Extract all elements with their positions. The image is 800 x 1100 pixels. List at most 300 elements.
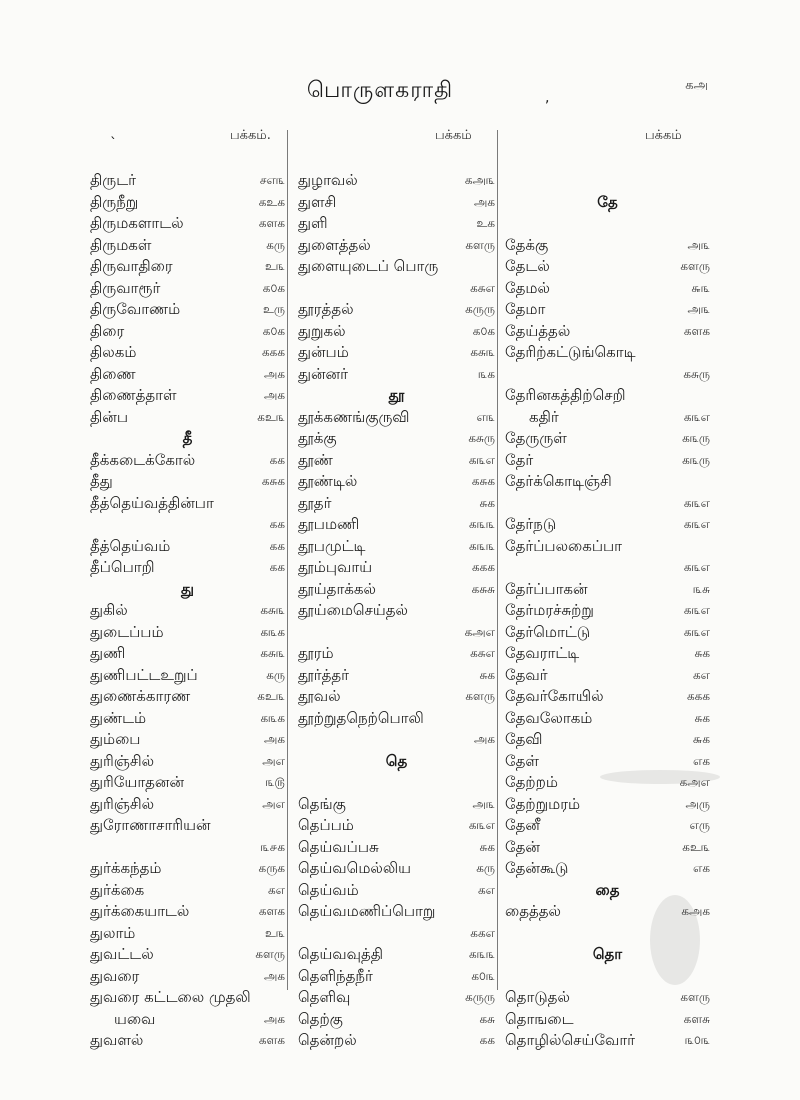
index-entry bbox=[298, 493, 495, 515]
entry-page-number: க௩ரு bbox=[682, 431, 710, 445]
entry-word: தேற்றுமரம் bbox=[505, 794, 581, 813]
entry-page-number: கஉ௩ bbox=[682, 839, 710, 854]
entry-word: தெளிவு bbox=[298, 988, 351, 1006]
entry-word: துண்டம் bbox=[90, 708, 147, 727]
index-entry bbox=[505, 708, 710, 730]
index-entry bbox=[90, 794, 285, 816]
entry-word: துடைப்பம் bbox=[90, 622, 164, 641]
entry-word: தேற்றம் bbox=[505, 773, 558, 791]
entry-word: தூண்டில் bbox=[298, 472, 358, 490]
index-entry bbox=[90, 1030, 285, 1052]
entry-page-number: களரு bbox=[680, 990, 710, 1004]
entry-word: தேன் bbox=[505, 837, 540, 856]
index-entry bbox=[90, 321, 285, 343]
entry-column-1 bbox=[90, 170, 285, 1052]
index-entry bbox=[505, 235, 710, 257]
entry-page-number: உக bbox=[476, 216, 495, 230]
index-entry bbox=[90, 944, 285, 966]
entry-page-number: ககக bbox=[261, 345, 285, 359]
index-entry bbox=[505, 1009, 710, 1031]
entry-page-number: க௩எ bbox=[683, 409, 710, 424]
entry-page-number: கக bbox=[269, 560, 285, 574]
entry-word: தேர்மொட்டு bbox=[505, 622, 591, 641]
section-letter-heading bbox=[505, 944, 710, 966]
entry-word: தீப்பொறி bbox=[90, 558, 155, 576]
entry-word: திருவோணம் bbox=[90, 300, 181, 318]
entry-word: தேர் bbox=[505, 450, 534, 469]
index-entry bbox=[90, 213, 285, 235]
entry-page-number: சஎ௩ bbox=[259, 173, 285, 187]
entry-word: தொஙடை bbox=[505, 1009, 574, 1028]
entry-word: யவை bbox=[114, 1009, 156, 1028]
entry-word: துணி bbox=[90, 644, 126, 662]
index-entry bbox=[505, 643, 710, 665]
entry-word: தேனீ bbox=[505, 816, 540, 834]
index-entry bbox=[505, 579, 710, 601]
column-3-page-label: பக்கம் bbox=[645, 128, 682, 143]
entry-word: துளைத்தல் bbox=[298, 235, 371, 254]
index-entry bbox=[298, 772, 495, 794]
entry-page-number: க௩எ bbox=[468, 452, 495, 467]
entry-word: துரியோதனன் bbox=[90, 773, 185, 791]
index-entry bbox=[505, 686, 710, 708]
entry-page-number: களக bbox=[683, 323, 710, 338]
entry-page-number: க௦௩ bbox=[471, 968, 495, 983]
index-entry bbox=[505, 321, 710, 343]
index-entry bbox=[505, 170, 710, 192]
index-entry bbox=[298, 944, 495, 966]
entry-word: தூர்த்தர் bbox=[298, 665, 350, 684]
index-entry bbox=[90, 708, 285, 730]
index-entry bbox=[505, 428, 710, 450]
entry-page-number: கசுஎ bbox=[470, 646, 495, 660]
entry-page-number: கஉக bbox=[258, 194, 285, 209]
entry-word: தீக்கடைக்கோல் bbox=[90, 450, 196, 469]
ink-mark: , bbox=[545, 90, 550, 106]
entry-word: தேர்க்கொடிஞ்சி bbox=[505, 472, 612, 490]
index-entry bbox=[505, 751, 710, 773]
entry-page-number: எரு bbox=[689, 818, 710, 832]
section-letter-heading bbox=[505, 880, 710, 902]
entry-word: தேர்நடு bbox=[505, 515, 557, 533]
index-entry bbox=[505, 966, 710, 988]
entry-page-number: க௩எ bbox=[683, 603, 710, 617]
entry-page-number: உரு bbox=[262, 302, 285, 316]
index-entry bbox=[298, 729, 495, 751]
index-entry bbox=[90, 643, 285, 665]
entry-page-number: களசு bbox=[683, 1011, 710, 1026]
entry-page-number: அக bbox=[473, 194, 495, 209]
index-entry bbox=[90, 278, 285, 300]
entry-word: தூவல் bbox=[298, 687, 341, 705]
entry-page-number: ககக bbox=[471, 560, 495, 574]
entry-page-number: கஎ bbox=[692, 667, 710, 682]
entry-word: துவட்டல் bbox=[90, 945, 154, 963]
entry-page-number: சுக bbox=[479, 667, 495, 682]
entry-page-number: அக bbox=[263, 388, 285, 402]
entry-page-number: கசு௩ bbox=[260, 646, 285, 660]
entry-word: துளசி bbox=[298, 192, 337, 211]
index-entry bbox=[505, 407, 710, 429]
entry-page-number: கக bbox=[269, 517, 285, 531]
entry-page-number: உ௩ bbox=[264, 925, 285, 940]
entry-page-number: சுக bbox=[694, 646, 710, 660]
entry-word: திருவாதிரை bbox=[90, 257, 173, 275]
entry-word: தெளிந்தநீர் bbox=[298, 966, 373, 985]
page-marker: கஅ bbox=[685, 78, 708, 93]
entry-word: தின்ப bbox=[90, 407, 128, 426]
entry-page-number: கசுஎ bbox=[470, 280, 495, 295]
entry-word: துரிஞ்சில் bbox=[90, 751, 155, 770]
entry-page-number: கருரு bbox=[465, 990, 495, 1004]
entry-word: தேக்கு bbox=[505, 235, 549, 254]
index-entry bbox=[505, 794, 710, 816]
entry-word: தென்றல் bbox=[298, 1031, 357, 1049]
entry-page-number: சுக bbox=[479, 839, 495, 854]
entry-page-number: கக bbox=[269, 452, 285, 467]
index-entry bbox=[90, 493, 285, 515]
index-entry bbox=[298, 1030, 495, 1052]
index-entry bbox=[90, 235, 285, 257]
entry-word: துணிபட்டஉறுப் bbox=[90, 665, 198, 684]
entry-column-2 bbox=[298, 170, 495, 1052]
entry-word: தூபமுட்டி bbox=[298, 536, 366, 555]
entry-word: துழாவல் bbox=[298, 171, 358, 189]
section-letter: தீ bbox=[182, 429, 193, 447]
entry-word: துர்க்கந்தம் bbox=[90, 859, 162, 877]
index-entry bbox=[298, 170, 495, 192]
entry-page-number: அரு bbox=[685, 796, 710, 811]
index-entry bbox=[298, 471, 495, 493]
entry-page-number: கசுக bbox=[471, 474, 495, 488]
index-entry bbox=[298, 600, 495, 622]
entry-page-number: க௩எ bbox=[683, 624, 710, 639]
entry-word: தூபமணி bbox=[298, 515, 360, 533]
entry-word: தீத்தெய்வத்தின்பா bbox=[90, 493, 214, 512]
entry-page-number: அ௩ bbox=[687, 302, 710, 316]
entry-word: திணைத்தாள் bbox=[90, 386, 177, 404]
index-entry bbox=[505, 923, 710, 945]
entry-page-number: கஉ௩ bbox=[257, 409, 285, 424]
entry-page-number: கருக bbox=[258, 861, 285, 875]
index-entry bbox=[298, 643, 495, 665]
index-entry bbox=[298, 536, 495, 558]
index-entry bbox=[298, 794, 495, 816]
entry-word: துவரை கட்டலை முதலி bbox=[90, 988, 251, 1006]
entry-page-number: ௩௫ bbox=[265, 775, 285, 789]
index-entry bbox=[505, 858, 710, 880]
index-entry bbox=[298, 837, 495, 859]
entry-page-number: க௩௩ bbox=[469, 538, 495, 553]
entry-word: திருடர் bbox=[90, 171, 136, 189]
section-letter-heading bbox=[505, 192, 710, 214]
entry-page-number: ககக bbox=[686, 689, 710, 703]
entry-word: துளையுடைப் பொரு bbox=[298, 257, 439, 275]
index-entry bbox=[298, 880, 495, 902]
entry-word: தேரிற்கட்டுங்கொடி bbox=[505, 343, 636, 361]
entry-page-number: க௩௩ bbox=[469, 947, 495, 961]
index-entry bbox=[298, 342, 495, 364]
index-entry bbox=[90, 557, 285, 579]
index-entry bbox=[90, 880, 285, 902]
entry-word: துர்க்கை bbox=[90, 880, 145, 899]
entry-page-number: ௬௩ bbox=[691, 280, 710, 295]
entry-page-number: கசுசு bbox=[471, 581, 495, 596]
entry-page-number: கசு bbox=[479, 1011, 495, 1026]
entry-word: தூற்றுதநெற்பொலி bbox=[298, 708, 424, 727]
page-title bbox=[0, 78, 800, 106]
entry-page-number: க௩௩ bbox=[469, 517, 495, 531]
index-entry bbox=[90, 536, 285, 558]
index-entry bbox=[298, 966, 495, 988]
entry-page-number: கசுக bbox=[261, 474, 285, 488]
index-entry bbox=[90, 729, 285, 751]
entry-page-number: கஅஎ bbox=[464, 624, 495, 639]
entry-page-number: க௦க bbox=[262, 323, 285, 338]
entry-page-number: கக bbox=[479, 1033, 495, 1047]
index-entry bbox=[505, 772, 710, 794]
index-entry bbox=[90, 858, 285, 880]
index-entry bbox=[298, 858, 495, 880]
entry-word: திலகம் bbox=[90, 343, 137, 361]
entry-page-number: எ௩ bbox=[476, 409, 495, 424]
entry-word: தேள் bbox=[505, 751, 539, 770]
entry-word: தெய்வமணிப்பொறு bbox=[298, 902, 436, 920]
entry-word: கதிர் bbox=[529, 407, 559, 426]
index-entry bbox=[298, 1009, 495, 1031]
index-entry bbox=[505, 471, 710, 493]
entry-page-number: கசு௩ bbox=[470, 345, 495, 359]
entry-word: தேவலோகம் bbox=[505, 708, 593, 727]
section-letter: தொ bbox=[592, 945, 623, 963]
entry-page-number: அக bbox=[263, 732, 285, 746]
title-text: பொருளகராதி bbox=[306, 78, 454, 103]
entry-page-number: கசுரு bbox=[468, 431, 495, 445]
index-entry bbox=[90, 837, 285, 859]
index-entry bbox=[505, 493, 710, 515]
index-entry bbox=[298, 364, 495, 386]
index-entry bbox=[298, 299, 495, 321]
entry-page-number: எக bbox=[692, 861, 710, 875]
entry-word: தெப்பம் bbox=[298, 816, 354, 834]
entry-page-number: சுக bbox=[694, 710, 710, 725]
index-entry bbox=[505, 514, 710, 536]
index-entry bbox=[505, 536, 710, 558]
index-entry bbox=[90, 170, 285, 192]
entry-word: தூய்மைசெய்தல் bbox=[298, 601, 408, 619]
entry-word: தேன்கூடு bbox=[505, 859, 569, 877]
index-entry bbox=[505, 729, 710, 751]
entry-page-number: களரு bbox=[465, 689, 495, 703]
entry-page-number: ககஎ bbox=[470, 925, 495, 940]
entry-word: திணை bbox=[90, 364, 136, 383]
entry-word: துறுகல் bbox=[298, 321, 346, 340]
entry-word: துவரை bbox=[90, 966, 140, 985]
index-entry bbox=[90, 471, 285, 493]
index-entry bbox=[90, 600, 285, 622]
index-entry bbox=[298, 622, 495, 644]
index-entry bbox=[90, 665, 285, 687]
ink-mark: ˋ bbox=[110, 136, 117, 152]
entry-page-number: களக bbox=[258, 1033, 285, 1047]
entry-word: துர்க்கையாடல் bbox=[90, 902, 190, 920]
index-entry bbox=[90, 385, 285, 407]
entry-word: திருநீறு bbox=[90, 192, 139, 211]
index-entry bbox=[90, 901, 285, 923]
entry-page-number: கஅக bbox=[681, 904, 710, 918]
entry-word: தெய்வம் bbox=[298, 880, 359, 899]
entry-word: துளி bbox=[298, 214, 328, 232]
section-letter-heading bbox=[298, 385, 495, 407]
section-letter: தே bbox=[597, 192, 618, 211]
column-divider-1 bbox=[287, 130, 288, 990]
index-entry bbox=[90, 622, 285, 644]
entry-page-number: கசு௩ bbox=[260, 603, 285, 617]
entry-page-number: க௩எ bbox=[683, 517, 710, 531]
entry-word: தேருருள் bbox=[505, 429, 567, 447]
entry-page-number: எக bbox=[692, 753, 710, 768]
index-entry bbox=[505, 901, 710, 923]
entry-word: தூதர் bbox=[298, 493, 332, 512]
entry-word: தெய்வவுத்தி bbox=[298, 945, 384, 963]
index-entry bbox=[90, 192, 285, 214]
index-entry bbox=[505, 622, 710, 644]
index-entry bbox=[298, 321, 495, 343]
index-entry bbox=[505, 600, 710, 622]
entry-word: திரை bbox=[90, 321, 125, 340]
entry-page-number: க௩ரு bbox=[682, 452, 710, 467]
index-entry bbox=[298, 450, 495, 472]
entry-word: தேவர்கோயில் bbox=[505, 687, 604, 705]
section-letter-heading bbox=[298, 751, 495, 773]
entry-word: துரோணாசாரியன் bbox=[90, 816, 211, 834]
entry-word: துகில் bbox=[90, 601, 128, 619]
column-2-page-label: பக்கம் bbox=[435, 128, 472, 143]
entry-page-number: க௩எ bbox=[683, 560, 710, 574]
index-entry bbox=[505, 256, 710, 278]
index-entry bbox=[505, 557, 710, 579]
entry-word: தேமல் bbox=[505, 278, 550, 297]
index-entry bbox=[298, 987, 495, 1009]
entry-word: தேடல் bbox=[505, 257, 550, 275]
section-letter: தூ bbox=[388, 386, 405, 404]
index-entry bbox=[90, 342, 285, 364]
entry-page-number: களக bbox=[258, 216, 285, 230]
entry-word: திருமகளாடல் bbox=[90, 214, 184, 232]
index-entry bbox=[298, 708, 495, 730]
entry-page-number: அ௩ bbox=[472, 796, 495, 811]
index-entry bbox=[90, 751, 285, 773]
entry-word: தேர்ப்பாகன் bbox=[505, 579, 588, 598]
index-entry bbox=[90, 299, 285, 321]
entry-page-number: க௩க bbox=[260, 710, 285, 725]
entry-word: தூம்புவாய் bbox=[298, 558, 373, 576]
entry-page-number: க௦க bbox=[472, 323, 495, 338]
entry-word: தேர்மரச்சுற்று bbox=[505, 601, 594, 619]
entry-page-number: சுக bbox=[479, 495, 495, 510]
entry-word: தொழில்செய்வோர் bbox=[505, 1031, 636, 1049]
index-entry bbox=[298, 256, 495, 278]
index-entry bbox=[298, 579, 495, 601]
section-letter-heading bbox=[90, 428, 285, 450]
section-letter: து bbox=[180, 579, 195, 598]
entry-page-number: கரு bbox=[266, 667, 285, 682]
entry-word: தூய்தாக்கல் bbox=[298, 579, 376, 598]
entry-page-number: கரு bbox=[476, 861, 495, 875]
column-divider-2 bbox=[497, 130, 498, 990]
entry-column-3 bbox=[505, 170, 710, 1052]
entry-page-number: கஉ௩ bbox=[257, 689, 285, 703]
index-entry bbox=[298, 428, 495, 450]
entry-page-number: கசுரு bbox=[683, 366, 710, 381]
entry-page-number: கஎ bbox=[267, 882, 285, 897]
index-entry bbox=[298, 901, 495, 923]
index-entry bbox=[298, 557, 495, 579]
entry-word: துவளல் bbox=[90, 1031, 144, 1049]
entry-word: தூக்கணங்குருவி bbox=[298, 407, 410, 426]
index-entry bbox=[298, 213, 495, 235]
entry-page-number: அக bbox=[263, 366, 285, 381]
entry-page-number: களரு bbox=[465, 237, 495, 252]
index-entry bbox=[90, 364, 285, 386]
entry-word: தைத்தல் bbox=[505, 902, 561, 920]
index-entry bbox=[298, 407, 495, 429]
section-letter: தை bbox=[595, 880, 620, 899]
entry-word: தேமா bbox=[505, 300, 546, 318]
index-entry bbox=[505, 987, 710, 1009]
entry-page-number: க௩எ bbox=[468, 818, 495, 832]
entry-word: தெங்கு bbox=[298, 794, 346, 813]
index-entry bbox=[90, 256, 285, 278]
entry-page-number: க௦க bbox=[262, 280, 285, 295]
entry-word: தெய்வப்பசு bbox=[298, 837, 379, 856]
entry-word: தூக்கு bbox=[298, 429, 337, 447]
entry-page-number: ௬க bbox=[692, 732, 710, 746]
entry-page-number: அ௩ bbox=[687, 237, 710, 252]
entry-page-number: ௩சு bbox=[693, 581, 710, 596]
entry-page-number: அக bbox=[473, 732, 495, 746]
index-entry bbox=[90, 987, 285, 1009]
entry-word: துன்னர் bbox=[298, 364, 348, 383]
entry-page-number: கரு bbox=[266, 237, 285, 252]
index-entry bbox=[298, 923, 495, 945]
entry-word: தும்பை bbox=[90, 730, 141, 748]
entry-word: தொடுதல் bbox=[505, 988, 570, 1006]
entry-page-number: க௩க bbox=[260, 624, 285, 639]
entry-word: துலாம் bbox=[90, 923, 136, 942]
entry-page-number: கஅ௩ bbox=[464, 173, 495, 187]
index-entry bbox=[90, 686, 285, 708]
index-entry bbox=[90, 815, 285, 837]
entry-page-number: கஎ bbox=[477, 882, 495, 897]
entry-word: துன்பம் bbox=[298, 343, 349, 361]
entry-word: தெற்கு bbox=[298, 1009, 343, 1028]
column-1-page-label: பக்கம். bbox=[230, 128, 271, 143]
entry-word: தீத்தெய்வம் bbox=[90, 536, 171, 555]
entry-word: திருமகள் bbox=[90, 235, 152, 254]
index-entry bbox=[298, 815, 495, 837]
entry-page-number: கக bbox=[269, 538, 285, 553]
index-entry bbox=[90, 450, 285, 472]
index-entry bbox=[298, 235, 495, 257]
entry-word: தேவி bbox=[505, 730, 543, 748]
entry-page-number: ௩௦௩ bbox=[684, 1033, 710, 1047]
entry-page-number: ௩௪க bbox=[260, 839, 285, 854]
entry-page-number: கஅஎ bbox=[679, 775, 710, 789]
entry-word: தேரினகத்திற்செறி bbox=[505, 386, 626, 404]
index-entry bbox=[298, 192, 495, 214]
index-entry bbox=[505, 278, 710, 300]
